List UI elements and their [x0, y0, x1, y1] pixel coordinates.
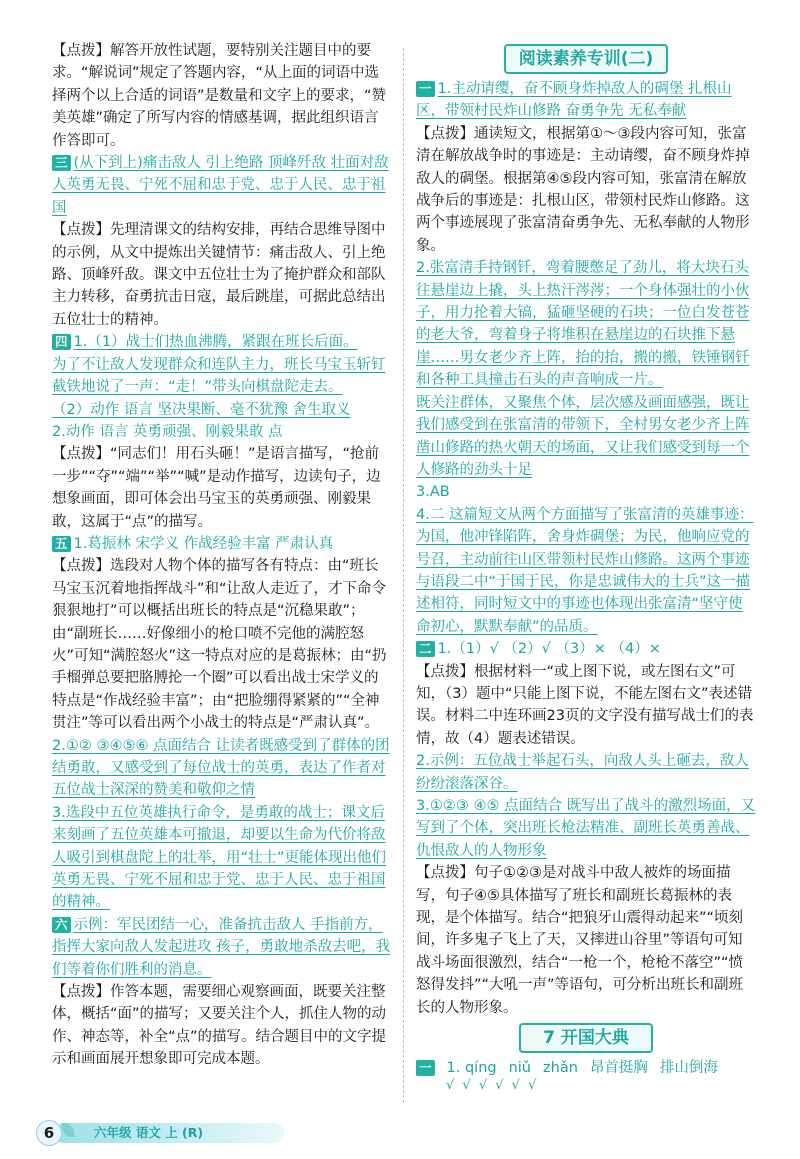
- answer-text: 2.①② ③④⑤⑥ 点面结合 让读者既感受到了群体的团结勇敢，又感受到了每位战士的英勇，表达了作者对五位战士深深的赞美和敬仰之情: [52, 737, 390, 799]
- check-marks: √ √ √ √ √ √: [446, 1078, 539, 1094]
- section-badge: 六: [52, 917, 71, 933]
- pinyin-row: [416, 1057, 756, 1079]
- answer-text: 示例：军民团结一心，准备抗击敌人 手指前方，指挥大家向敌人发起进攻 孩子，勇敢地杀敌去吧，我们等着你们胜利的消息。: [52, 916, 391, 978]
- section-badge: 二: [416, 641, 435, 657]
- footer-band: [54, 1123, 284, 1143]
- answer-text: 4.二 这篇短文从两个方面描写了张富清的英雄事迹：为国，他冲锋陷阵，舍身炸碉堡；为民，他响应党的号召，主动前往山区带领村民炸山修路。这两个事迹与语段二中“于国于民，你是忠诚伟大的士兵”这一描述相符，同时短文中的事迹也体现出张富清“坚守使命初心，默默奉献”的品质。: [416, 506, 754, 635]
- answer-text: 为了不让敌人发现群众和连队主力，班长马宝玉斩钉截铁地说了一声：“走！”带头向棋盘陀走去。: [52, 356, 386, 396]
- answer-text: 1.主动请缨，奋不顾身炸掉敌人的碉堡 扎根山区，带领村民炸山修路 奋勇争先 无私奉献: [416, 81, 732, 120]
- analysis-note: 【点拨】解答开放性试题，要特别关注题目中的要求。“解说词”规定了答题内容，“从上面的词语中选择两个以上合适的词语”是数量和文字上的要求，“赞美英雄”确定了所写内容的情感基调，据此组织语言作答即可。: [52, 43, 387, 149]
- page-number: 6: [36, 1120, 62, 1146]
- section-three: [52, 152, 392, 219]
- answer-text: 2.动作 语言 英勇顽强、刚毅果敢 点: [52, 423, 283, 440]
- answer-text: 2.示例：五位战士举起石头，向敌人头上砸去，敌人纷纷滚落深谷。: [416, 753, 749, 792]
- page-footer: [36, 1120, 286, 1146]
- section-badge: 四: [52, 334, 71, 350]
- section-five: [52, 533, 392, 555]
- answer-text: 既关注群体，又聚焦个体，层次感及画面感强，既让我们感受到在张富清的带领下，全村男女老少齐上阵凿山修路的热火朝天的场面，又让我们感受到每一个人修路的劲头十足: [416, 394, 750, 478]
- lesson-title: 7 开国大典: [519, 1023, 653, 1053]
- section-four: [52, 331, 392, 353]
- section-badge: 三: [52, 155, 71, 171]
- analysis-note: 【点拨】作答本题，需要细心观察画面，既要关注整体，概括“面”的描写；又要关注个人，抓住人物的动作、神态等，补全“点”的描写。结合题目中的文字提示和画面展开想象即可完成本题。: [52, 984, 387, 1068]
- pinyin-item: 1. qíng: [446, 1060, 497, 1077]
- analysis-note: 【点拨】选段对人物个体的描写各有特点：由“班长马宝玉沉着地指挥战斗”和“让敌人走近了，才下命令狠狠地打”可以概括出班长的特点是“沉稳果敢”；由“副班长……好像细小的枪口喷不完他的满腔怒火”可知“满腔怒火”这一特点对应的是葛振林；由“扔手榴弹总要把胳膊抡一个圈”可以看出战士宋学义的特点是“作战经验丰富”；由“把脸绷得紧紧的”“全神贯注”等可以看出两个小战士的特点是“严肃认真”。: [52, 558, 387, 732]
- analysis-note: 【点拨】先理清课文的结构安排，再结合思维导图中的示例，从文中提炼出关键情节：痛击敌人、引上绝路、顶峰歼敌。课文中五位壮士为了掩护群众和部队主力转移，奋勇抗击日寇，最后跳崖，可据此总结出五位壮士的精神。: [52, 222, 386, 328]
- analysis-note: 【点拨】句子①②③是对战斗中敌人被炸的场面描写，句子④⑤具体描写了班长和副班长葛振林的表现，是个体描写。结合“把狼牙山震得动起来”“顷刻间，许多鬼子飞上了天，又摔进山谷里”等语句可知战斗场面很激烈，结合“一枪一个，枪枪不落空”“愤怒得发抖”“大吼一声”等语句，可分析出班长和副班长的人物形象。: [416, 865, 744, 1016]
- answer-text: (从下到上)痛击敌人 引上绝路 顶峰歼敌 壮面对敌人英勇无畏、宁死不屈和忠于党、忠于人民、忠于祖国: [52, 155, 389, 216]
- pinyin-item: niǔ: [508, 1060, 532, 1077]
- section-badge: 五: [52, 536, 71, 552]
- pinyin-item: 昂首挺胸: [589, 1060, 648, 1077]
- section-six: [52, 914, 392, 981]
- analysis-note: 【点拨】通读短文，根据第①～③段内容可知，张富清在解放战争时的事迹是：主动请缨，奋不顾身炸掉敌人的碉堡。根据第④⑤段内容可知，张富清在解放战争后的事迹是：扎根山区，带领村民炸山修路。这两个事迹展现了张富清奋勇争先、无私奉献的人物形象。: [416, 125, 750, 254]
- reading-one: [416, 78, 756, 123]
- analysis-note: 【点拨】根据材料一“或上图下说，或左图右文”可知，（3）题中“只能上图下说，不能左图右文”表述错误。材料二中连环画23页的文字没有描写战士们的表情，故（4）题表述错误。: [416, 663, 754, 747]
- answer-text: 1.（1）战士们热血沸腾，紧跟在班长后面。: [73, 334, 358, 351]
- reading-two: [416, 638, 756, 660]
- pinyin-item: zhǎn: [543, 1060, 578, 1077]
- pinyin-item: 排山倒海: [659, 1060, 718, 1077]
- column-divider: [403, 48, 404, 1103]
- footer-text: 六年级 语文 上 (R): [94, 1125, 204, 1140]
- answer-text: （2）动作 语言 坚决果断、毫不犹豫 舍生取义: [52, 401, 351, 418]
- answer-text: 2.张富清手持钢钎，弯着腰憋足了劲儿，将大块石头往悬崖边上撬，头上热汗涔涔；一个身体强壮的小伙子，用力抡着大镐，猛砸坚硬的石块；一位白发苍苍的老大爷，弯着身子将堆积在悬崖边的石块推下悬崖……男女老少齐上阵，抬的抬，搬的搬，铁锤钢钎和各种工具撞击石头的声音响成一片。: [416, 260, 750, 389]
- section-badge: 一: [416, 1060, 435, 1076]
- answer-text: 3.选段中五位英雄执行命令，是勇敢的战士；课文后来刻画了五位英雄本可撤退，却要以生命为代价将敌人吸引到棋盘陀上的壮举，用“壮士”更能体现出他们英勇无畏、宁死不屈和忠于党、忠于人民、忠于祖国的精神。: [52, 804, 387, 911]
- answer-text: 1.（1）√ （2）√ （3）× （4）×: [437, 641, 661, 658]
- section-badge: 一: [416, 81, 435, 97]
- answer-text: 3.AB: [416, 484, 450, 501]
- right-column: [416, 40, 756, 1093]
- left-column: [52, 40, 392, 1071]
- answer-text: 3.①②③ ④⑤ 点面结合 既写出了战斗的激烈场面，又写到了个体，突出班长枪法精准、副班长英勇善战、仇恨敌人的人物形象: [416, 798, 756, 859]
- answer-text: 1.葛振林 宋学义 作战经验丰富 严肃认真: [73, 535, 334, 552]
- analysis-note: 【点拨】“同志们！用石头砸！”是语言描写，“抢前一步”“夺”“端”“举”“喊”是动作描写，边读句子，边想象画面，即可体会出马宝玉的英勇顽强、刚毅果敢，这属于“点”的描写。: [52, 446, 381, 530]
- section-title: 阅读素养专训(二): [504, 44, 668, 74]
